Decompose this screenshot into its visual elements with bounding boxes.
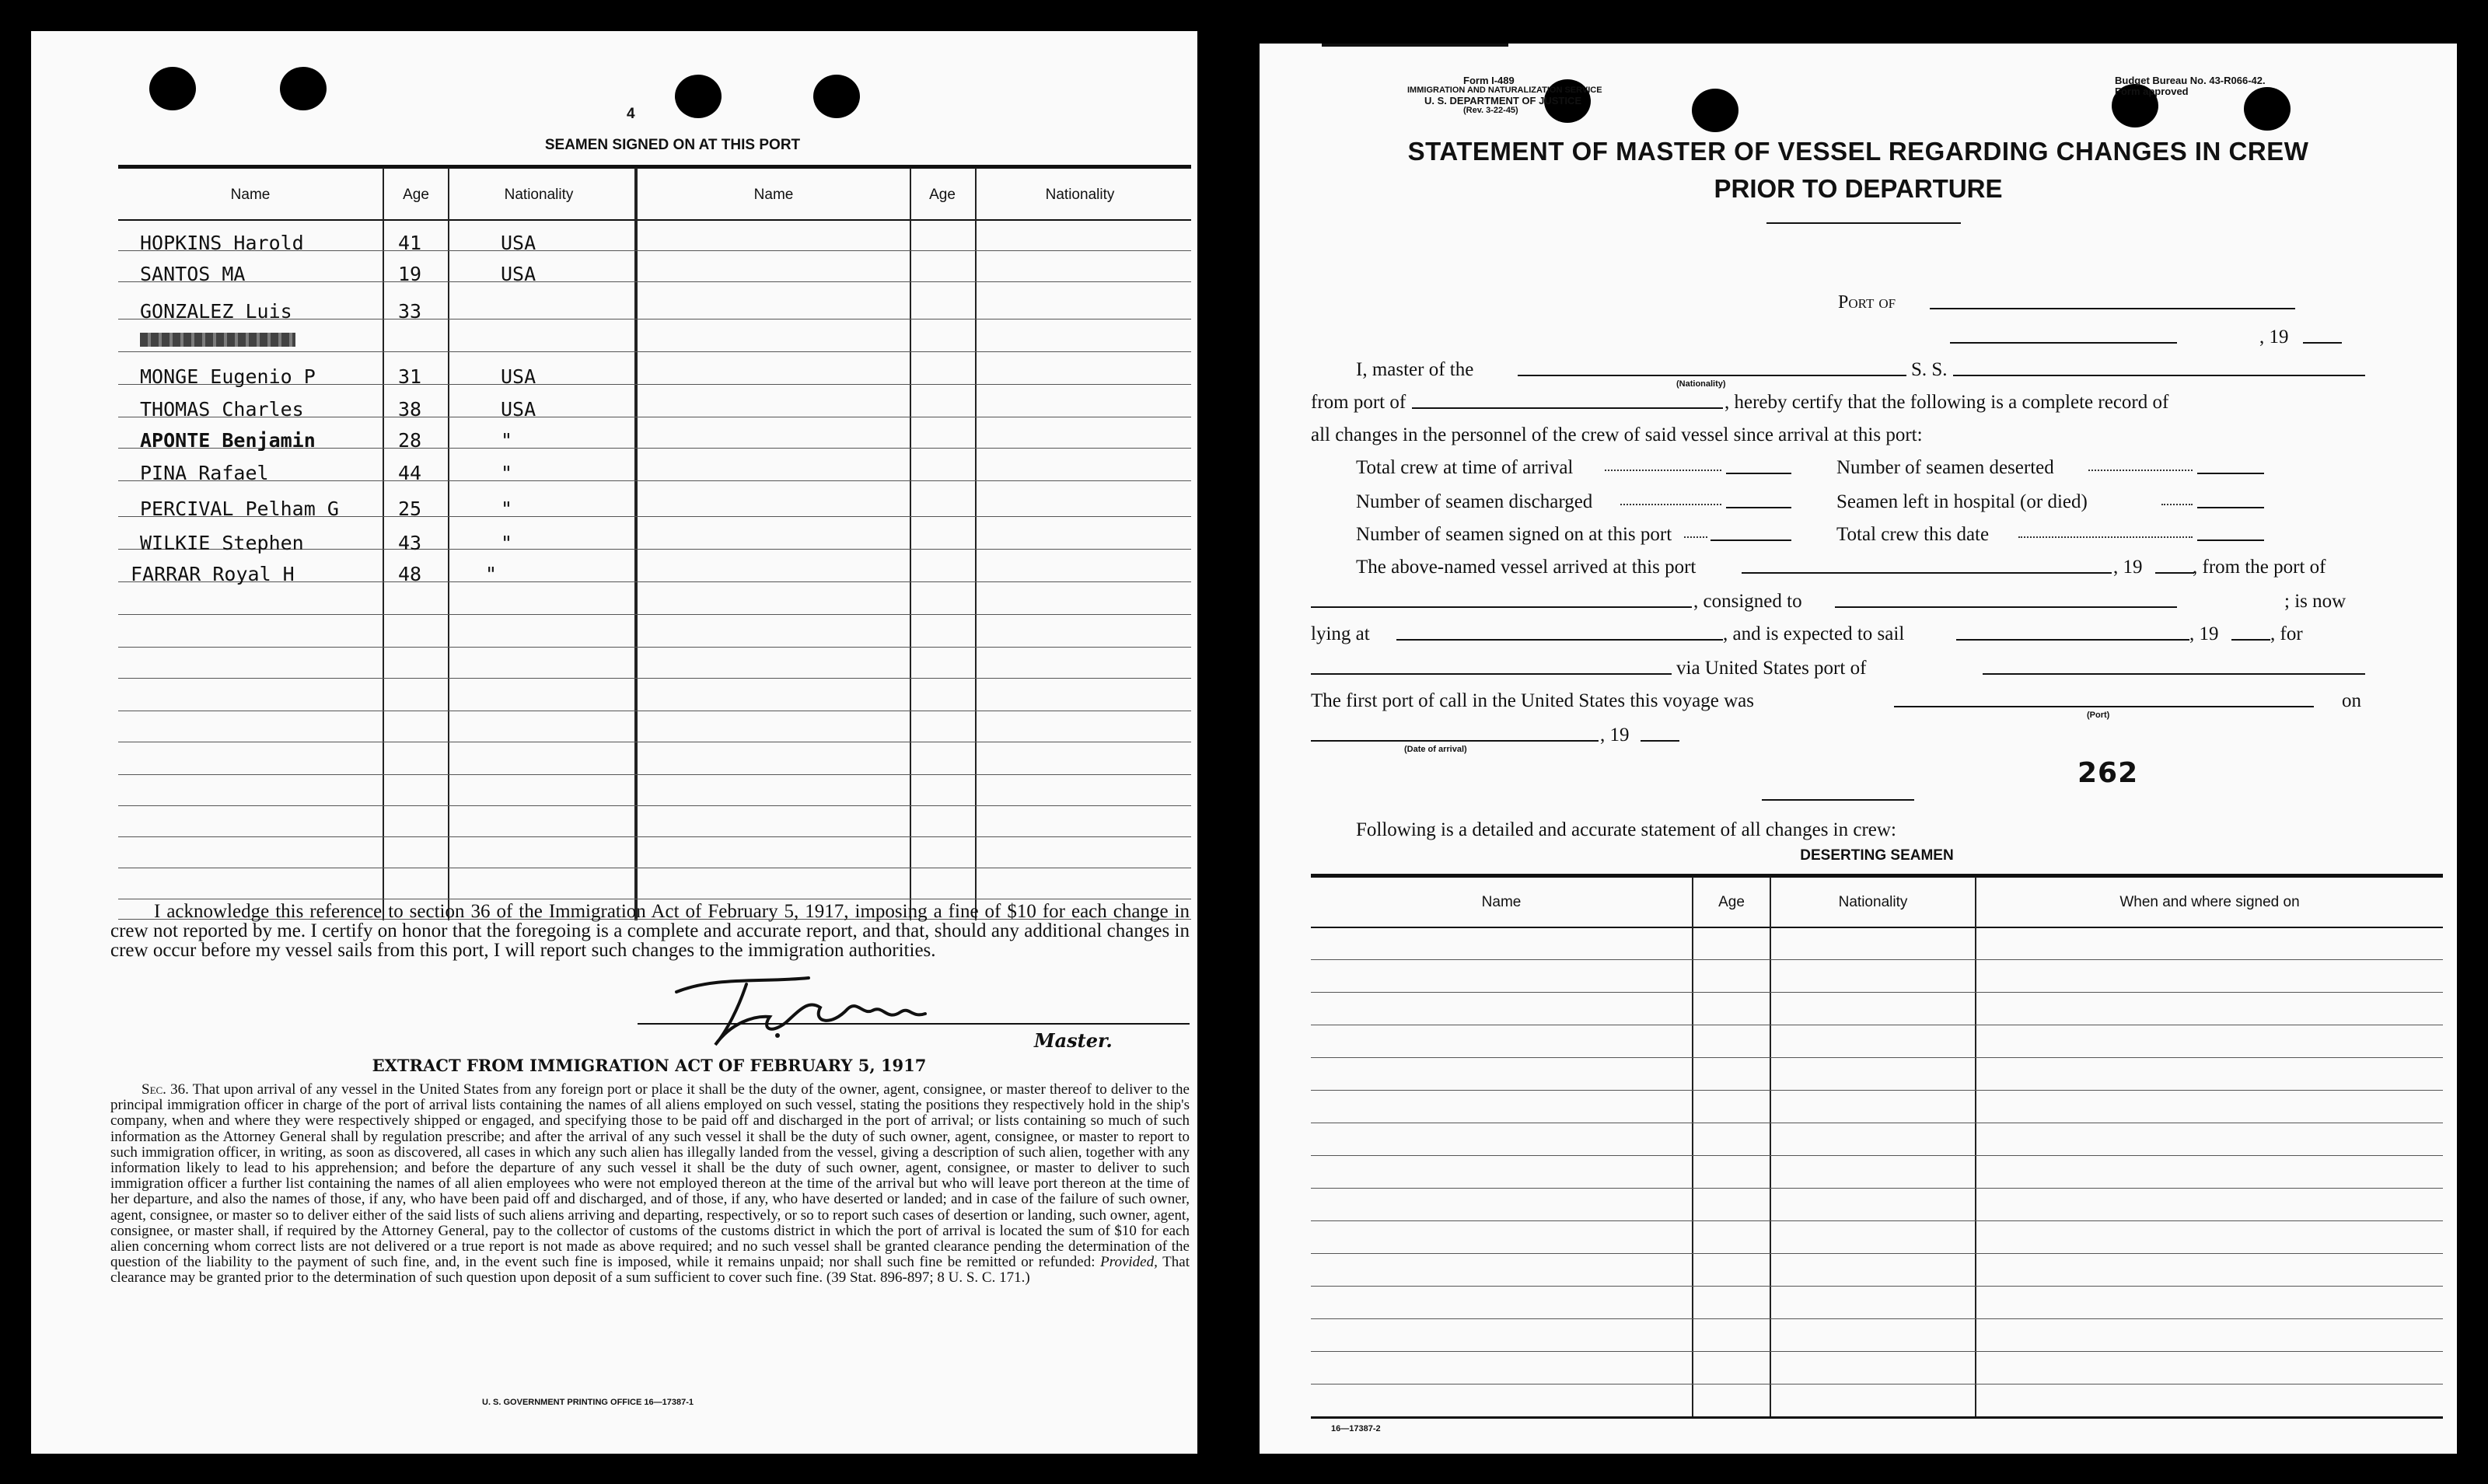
crew-name: MONGE Eugenio P bbox=[140, 365, 316, 388]
row-rule bbox=[118, 480, 1191, 481]
row-rule bbox=[118, 805, 1191, 806]
revision-date: (Rev. 3-22-45) bbox=[1463, 106, 1518, 115]
seamen-deserted-label: Number of seamen deserted bbox=[1836, 457, 2054, 478]
row-rule bbox=[118, 774, 1191, 775]
title-underline bbox=[1766, 222, 1961, 224]
row-rule bbox=[1311, 1090, 2443, 1091]
dot-leader bbox=[1620, 504, 1721, 505]
agency-line-1: IMMIGRATION AND NATURALIZATION SERVICE bbox=[1407, 86, 1602, 95]
crew-age: 25 bbox=[398, 498, 422, 520]
port-of-field[interactable] bbox=[1930, 308, 2295, 309]
desert-table-bottom bbox=[1311, 1416, 2443, 1419]
on-label: on bbox=[2342, 690, 2361, 711]
col-header-name: Name bbox=[230, 187, 271, 203]
form-approved: Form approved bbox=[2115, 86, 2189, 97]
origin-port-field[interactable] bbox=[1311, 606, 1692, 608]
crew-nationality: USA bbox=[501, 365, 536, 388]
form-subtitle: PRIOR TO DEPARTURE bbox=[1714, 174, 2003, 203]
crew-name: HOPKINS Harold bbox=[140, 232, 304, 254]
form-title: STATEMENT OF MASTER OF VESSEL REGARDING CHANGES IN CREW bbox=[1407, 137, 2309, 166]
crew-age: 43 bbox=[398, 532, 422, 554]
punch-hole bbox=[675, 75, 722, 118]
row-rule bbox=[118, 351, 1191, 352]
row-rule bbox=[118, 647, 1191, 648]
crew-name: PINA Rafael bbox=[140, 462, 269, 484]
certify-text: , hereby certify that the following is a complete record of bbox=[1724, 392, 2169, 413]
crew-nationality: USA bbox=[501, 232, 536, 254]
desert-col-nationality: Nationality bbox=[1838, 894, 1908, 910]
section-title: SEAMEN SIGNED ON AT THIS PORT bbox=[544, 137, 801, 153]
lying-at-label: lying at bbox=[1311, 623, 1370, 644]
sail-year-field[interactable] bbox=[2231, 639, 2270, 641]
extract-text bbox=[110, 1082, 1190, 1287]
punch-hole bbox=[149, 67, 196, 110]
left-page bbox=[31, 31, 1197, 1454]
row-rule bbox=[1311, 1318, 2443, 1319]
stamp-number: 262 bbox=[2077, 757, 2139, 789]
expected-sail-label: , and is expected to sail bbox=[1723, 623, 1905, 644]
form-number: Form I-489 bbox=[1463, 75, 1515, 86]
row-rule bbox=[1311, 1057, 2443, 1058]
arrival-date-field[interactable] bbox=[1742, 572, 2112, 574]
crew-age: 48 bbox=[398, 563, 422, 585]
punch-hole bbox=[813, 75, 860, 118]
col-header-nationality-2: Nationality bbox=[1045, 187, 1115, 203]
crew-nationality: " bbox=[501, 429, 513, 452]
arrived-at-label: The above-named vessel arrived at this port bbox=[1356, 557, 1697, 578]
desert-table-header-rule bbox=[1311, 927, 2443, 928]
row-rule bbox=[1311, 1220, 2443, 1221]
row-rule bbox=[118, 281, 1191, 282]
total-crew-date-label: Total crew this date bbox=[1836, 524, 1990, 545]
from-the-port-label: , from the port of bbox=[2193, 557, 2326, 578]
crew-name: PERCIVAL Pelham G bbox=[140, 498, 339, 520]
footer-code: 16—17387-2 bbox=[1331, 1424, 1381, 1433]
seamen-discharged-label: Number of seamen discharged bbox=[1356, 491, 1593, 512]
punch-hole bbox=[280, 67, 327, 110]
arrival-date-2-year: , 19 bbox=[1600, 725, 1630, 745]
lying-at-field[interactable] bbox=[1396, 639, 1723, 641]
extract-body: That upon arrival of any vessel in the United States from any foreign port or place it shall be the duty of the owner, agent, consignee, or master thereof to deliver to the principal immigration officer in charge of the port of arrival lists containing the names of all aliens employed on such vessel, stating the positions they respectively hold in the ship's company, when and where they were respectively shipped or engaged, and specifying those to be paid off and discharged in the port of arrival; or lists containing so much of such information as the Attorney General shall by regulation prescribe; and after the arrival of any such vessel it shall be the duty of such owner, agent, consignee, or master to report to such immigration officer, in writing, as soon as discovered, all cases in which any such alien has illegally landed from the vessel, giving a description of such alien, together with any information likely to lead to his apprehension; and before the departure of any such vessel it shall be the duty of such owner, agent, consignee, or master to deliver to such immigration officer a further list containing the names of all alien employees who were not employed thereon at the time of the arrival but who will leave port thereon at the time of her departure, and also the names of those, if any, who have been paid off and discharged, and of those, if any, who have deserted or landed; and in case of the failure of such owner, agent, consignee, or master so to deliver either of the said lists of such aliens arriving and departing, respectively, or so to report such cases of desertion or landing, such owner, agent, consignee, or master shall, if required by the Attorney General, pay to the collector of customs of the customs district in which the port of arrival is located the sum of $10 for each alien concerning whom correct lists are not delivered or a true report is not made as above required; and no such vessel shall be granted clearance pending the determination of the question of the liability to the payment of such fine, and, in the event such fine is imposed, while it remains unpaid; nor shall such fine be remitted or refunded: bbox=[110, 1081, 1190, 1271]
extract-tail: That clearance may be granted prior to the determination of such question upon deposit of a sum sufficient to cover such fine. (39 Stat. 896-897; 8 U. S. C. 171.) bbox=[110, 1254, 1190, 1287]
row-rule bbox=[1311, 959, 2443, 960]
crew-nationality: " bbox=[485, 563, 498, 585]
extract-lead: Sec. 36. bbox=[142, 1081, 189, 1098]
table-top-rule bbox=[118, 165, 1191, 169]
port-hint: (Port) bbox=[2087, 711, 2110, 720]
page-number: 4 bbox=[627, 106, 635, 122]
crew-age: 33 bbox=[398, 300, 422, 323]
col-header-name-2: Name bbox=[753, 187, 794, 203]
crew-age: 28 bbox=[398, 429, 422, 452]
arrival-year-field[interactable] bbox=[2155, 572, 2194, 574]
arrival-date-2-field[interactable] bbox=[1311, 740, 1599, 742]
destination-field[interactable] bbox=[1311, 673, 1672, 675]
separator-rule bbox=[1762, 799, 1914, 801]
crew-name: FARRAR Royal H bbox=[131, 563, 295, 585]
row-rule bbox=[1311, 1155, 2443, 1156]
master-of-the-label: I, master of the bbox=[1356, 359, 1474, 380]
total-crew-arrival-field[interactable] bbox=[1726, 473, 1791, 474]
nationality-hint: (Nationality) bbox=[1676, 379, 1726, 389]
row-rule bbox=[118, 678, 1191, 679]
master-label: Master. bbox=[1034, 1029, 1113, 1052]
col-header-nationality: Nationality bbox=[504, 187, 574, 203]
right-page bbox=[1260, 44, 2457, 1454]
budget-number: Budget Bureau No. 43-R066-42. bbox=[2115, 75, 2266, 86]
desert-col-age: Age bbox=[1718, 894, 1745, 910]
col-divider bbox=[1692, 877, 1693, 1416]
vessel-name-field[interactable] bbox=[1953, 375, 2365, 376]
seamen-deserted-field[interactable] bbox=[2197, 473, 2264, 474]
crew-age: 38 bbox=[398, 398, 422, 421]
desert-table-top bbox=[1311, 874, 2443, 878]
dot-leader bbox=[1605, 470, 1721, 471]
dot-leader bbox=[2088, 470, 2193, 471]
all-changes-text: all changes in the personnel of the crew of said vessel since arrival at this port: bbox=[1311, 424, 1923, 445]
row-rule bbox=[1311, 992, 2443, 993]
crew-age: 31 bbox=[398, 365, 422, 388]
col-header-age: Age bbox=[403, 187, 429, 203]
ss-label: S. S. bbox=[1911, 359, 1948, 380]
crew-nationality: " bbox=[501, 498, 513, 520]
acknowledgment-text: I acknowledge this reference to section 36 of the Immigration Act of February 5, 1917, imposing a fine of $10 for each change in crew not reported by me. I certify on honor that the foregoing is a complete and accurate report, and that, should any additional changes in crew occur before my vessel sails from this port, I will report such changes to the immigration authorities. bbox=[110, 901, 1190, 961]
row-rule bbox=[1311, 1351, 2443, 1352]
extract-provided: Provided, bbox=[1100, 1254, 1158, 1271]
arrival-year-label: , 19 bbox=[2113, 557, 2143, 578]
crew-age: 44 bbox=[398, 462, 422, 484]
total-crew-date-field[interactable] bbox=[2197, 539, 2264, 541]
date-field[interactable] bbox=[1950, 342, 2177, 344]
crew-name: SANTOS MA bbox=[140, 263, 246, 285]
signed-on-label: Number of seamen signed on at this port bbox=[1356, 524, 1672, 545]
crew-name: GONZALEZ Luis bbox=[140, 300, 292, 323]
extract-title: EXTRACT FROM IMMIGRATION ACT OF FEBRUARY 5, 1917 bbox=[372, 1056, 927, 1075]
master-signature bbox=[653, 961, 1011, 1054]
nationality-field[interactable] bbox=[1518, 375, 1906, 376]
from-port-of-label: from port of bbox=[1311, 392, 1406, 413]
crew-nationality: USA bbox=[501, 398, 536, 421]
sail-year-label: , 19 bbox=[2189, 623, 2219, 644]
date-of-arrival-hint: (Date of arrival) bbox=[1404, 745, 1467, 754]
printer-line: U. S. GOVERNMENT PRINTING OFFICE 16—17387-1 bbox=[482, 1398, 694, 1407]
desert-col-signed-on: When and where signed on bbox=[2119, 894, 2300, 910]
from-port-field[interactable] bbox=[1412, 407, 1723, 409]
crew-name: THOMAS Charles bbox=[140, 398, 304, 421]
following-text: Following is a detailed and accurate statement of all changes in crew: bbox=[1356, 819, 1896, 840]
via-us-port-label: via United States port of bbox=[1676, 658, 1867, 679]
row-rule bbox=[1311, 1188, 2443, 1189]
crew-age: 19 bbox=[398, 263, 422, 285]
edge-rule bbox=[1322, 44, 1508, 47]
first-port-field[interactable] bbox=[1894, 706, 2314, 707]
left-hospital-field[interactable] bbox=[2197, 507, 2264, 508]
table-header-rule bbox=[118, 219, 1191, 221]
year-label: , 19 bbox=[2259, 326, 2289, 347]
deserting-title: DESERTING SEAMEN bbox=[1800, 847, 1954, 864]
for-label: , for bbox=[2270, 623, 2303, 644]
desert-col-name: Name bbox=[1481, 894, 1522, 910]
year-field[interactable] bbox=[2303, 342, 2342, 344]
is-now-label: ; is now bbox=[2284, 591, 2346, 612]
first-port-label: The first port of call in the United States this voyage was bbox=[1311, 690, 1755, 711]
left-hospital-label: Seamen left in hospital (or died) bbox=[1836, 491, 2088, 512]
col-divider bbox=[1975, 877, 1976, 1416]
punch-hole bbox=[2244, 87, 2291, 131]
signature-line bbox=[638, 1023, 1190, 1025]
row-rule bbox=[1311, 1253, 2443, 1254]
crew-name: APONTE Benjamin bbox=[140, 429, 316, 452]
row-rule bbox=[118, 614, 1191, 615]
crew-age: 41 bbox=[398, 232, 422, 254]
dot-leader bbox=[1684, 536, 1707, 538]
row-rule bbox=[118, 836, 1191, 837]
total-crew-arrival-label: Total crew at time of arrival bbox=[1356, 457, 1574, 478]
crew-nationality: " bbox=[501, 532, 513, 554]
row-rule bbox=[1311, 1286, 2443, 1287]
punch-hole bbox=[1692, 89, 1738, 132]
crew-nationality: USA bbox=[501, 263, 536, 285]
col-divider bbox=[1770, 877, 1771, 1416]
signed-on-field[interactable] bbox=[1710, 539, 1791, 541]
crew-name: WILKIE Stephen bbox=[140, 532, 304, 554]
consignee-field[interactable] bbox=[1835, 606, 2177, 608]
dot-leader bbox=[2161, 504, 2193, 505]
agency-line-2: U. S. DEPARTMENT OF JUSTICE bbox=[1424, 95, 1581, 106]
sail-date-field[interactable] bbox=[1956, 639, 2189, 641]
via-port-field[interactable] bbox=[1983, 673, 2365, 675]
port-of-label: Port of bbox=[1838, 292, 1896, 313]
seamen-discharged-field[interactable] bbox=[1726, 507, 1791, 508]
consigned-to-label: , consigned to bbox=[1693, 591, 1802, 612]
crew-nationality: " bbox=[501, 462, 513, 484]
dot-leader bbox=[2018, 536, 2193, 538]
strikeout-mark bbox=[140, 333, 295, 347]
col-header-age-2: Age bbox=[929, 187, 956, 203]
arrival-date-2-year-field[interactable] bbox=[1641, 740, 1679, 742]
